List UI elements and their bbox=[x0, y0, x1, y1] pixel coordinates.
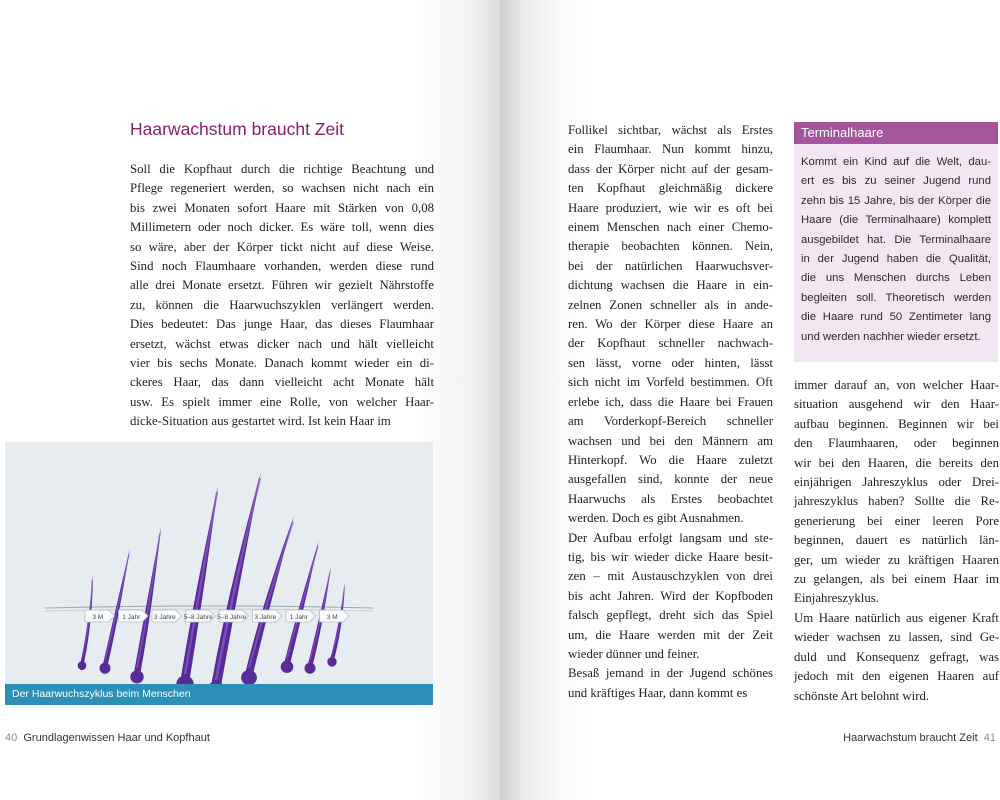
footer-left bbox=[5, 732, 210, 744]
page-number-right: 41 bbox=[983, 732, 996, 744]
text-line: ein Flaumhaar. Nun kommt hinzu, bbox=[568, 142, 773, 157]
text-line: einjährigen Jahreszyklus oder Drei- bbox=[794, 475, 999, 490]
text-line: therapie beobachten können. Nein, bbox=[568, 239, 773, 254]
text-line: ausgefallen sind, konnte der neue bbox=[568, 472, 773, 487]
terminalhaare-box bbox=[794, 122, 998, 362]
text-line: bei der natürlichen Haarwuchsver- bbox=[568, 258, 773, 273]
text-line: tig, bis wir wieder dicke Haare besit- bbox=[568, 549, 773, 564]
hair-bulb bbox=[78, 661, 87, 670]
text-line: Sind noch Flaumhaare vorhanden, werden diese rund bbox=[130, 259, 434, 274]
text-line: ger, um wieder zu kräftigen Haaren bbox=[794, 552, 999, 567]
text-line: bis zwei Monaten sofort Haare mit Stärken von 0,08 bbox=[130, 200, 434, 215]
sidebar-line: in der Jugend haben die Qualität, bbox=[801, 253, 991, 266]
text-line: ten Kopfhaut gleichmäßig dickere bbox=[568, 181, 773, 196]
sidebar-line: ert es bis zu seiner Jugend rund bbox=[801, 175, 991, 188]
text-line: Hinterkopf. Wo die Haare zuletzt bbox=[568, 452, 773, 467]
text-line: zu, können die Haarwuchszyklen verlängert werden. bbox=[130, 297, 434, 312]
sidebar-line: zehn bis 15 Jahre, bis der Körper die bbox=[801, 194, 991, 207]
text-line: dichtung wachsen die Haare in ein- bbox=[568, 278, 773, 293]
stage-label: 3 M bbox=[92, 614, 104, 621]
text-line: jahreszyklus haben? Sollte die Re- bbox=[794, 494, 999, 509]
running-title-right: Haarwachstum braucht Zeit bbox=[843, 732, 978, 744]
text-line: beginnen, dauert es natürlich län- bbox=[794, 533, 999, 548]
text-line: ckeres Haar, das dann vielleicht acht Monate hält bbox=[130, 375, 434, 390]
text-line: Haarwuchs als Erstes beobachtet bbox=[568, 491, 773, 506]
hair-bulb bbox=[100, 663, 111, 674]
figure-caption: Der Haarwuchszyklus beim Menschen bbox=[5, 684, 433, 705]
text-line: und kräftiges Haar, dann kommt es bbox=[568, 685, 748, 700]
text-line: dicke-Situation aus gestartet wird. Ist kein Haar im bbox=[130, 414, 391, 429]
text-line: erlebe ich, dass die Haare bei Frauen bbox=[568, 394, 773, 409]
text-line: ren. Wo der Körper diese Haare an bbox=[568, 317, 773, 332]
middle-column-text bbox=[568, 121, 773, 703]
text-line: schönste Art belohnt wird. bbox=[794, 688, 930, 703]
text-line: usw. Es spielt immer eine Rolle, von welcher Haar- bbox=[130, 394, 434, 409]
text-line: falsch gepflegt, dreht sich das Spiel bbox=[568, 608, 773, 623]
text-line: generierung bei einer leeren Pore bbox=[794, 513, 999, 528]
stage-label: 1 Jahr bbox=[289, 614, 308, 621]
text-line: bis acht Jahren. Wird der Kopfboden bbox=[568, 588, 773, 603]
page-number-left: 40 bbox=[5, 732, 18, 744]
sidebar-line: Kommt ein Kind auf die Welt, dau- bbox=[801, 156, 991, 168]
text-line: sen lässt, vorne oder hinten, lässt bbox=[568, 355, 773, 370]
text-line: dass der Körper nicht auf der gesam- bbox=[568, 161, 773, 176]
hair-bulb bbox=[327, 657, 336, 667]
sidebar-line: begleiten soll. Theoretisch werden bbox=[801, 291, 991, 304]
text-line: Soll die Kopfhaut durch die richtige Beachtung und bbox=[130, 162, 434, 176]
hair-bulb bbox=[130, 670, 143, 683]
hair-highlight bbox=[185, 492, 217, 674]
text-line: Haare produziert, wie wir es oft bei bbox=[568, 200, 773, 215]
sidebar-title: Terminalhaare bbox=[794, 122, 998, 144]
text-line: zen – mit Austauschzyklen von drei bbox=[568, 569, 773, 584]
stage-label: 5–8 Jahre bbox=[183, 614, 213, 621]
hair-bulb bbox=[176, 676, 193, 684]
sidebar-body bbox=[801, 153, 991, 347]
stage-label: 3 Jahre bbox=[254, 614, 277, 621]
text-line: Pflege regeneriert werden, so wachsen nicht nach ein bbox=[130, 181, 434, 196]
text-line: Besaß jemand in der Jugend schönes bbox=[568, 666, 773, 681]
text-line: einem Menschen nach einer Chemo- bbox=[568, 220, 773, 235]
text-line: Einjahreszyklus. bbox=[794, 591, 879, 606]
sidebar-line: die uns Menschen durchs Leben bbox=[801, 272, 991, 285]
text-line: der Kopfhaut schneller nachwach- bbox=[568, 336, 773, 351]
stage-label: 3 Jahre bbox=[153, 614, 176, 621]
text-line: zelnen Zonen schneller als in ande- bbox=[568, 297, 773, 312]
text-line: wachsen und bei den Männern am bbox=[568, 433, 773, 448]
hair-bulb bbox=[305, 663, 316, 674]
text-line: jedoch mit den eigenen Haaren auf bbox=[794, 669, 999, 684]
hair-bulb bbox=[281, 661, 294, 673]
text-line: Millimetern oder noch dicker. Es wäre toll, wenn dies bbox=[130, 220, 434, 235]
text-line: den Flaumhaaren, oder beginnen bbox=[794, 436, 999, 451]
text-line: wieder dünner und feiner. bbox=[568, 646, 700, 661]
stage-label: 5–8 Jahre bbox=[217, 614, 247, 621]
hair-bulb bbox=[241, 670, 257, 684]
text-line: duld und Konsequenz gefragt, was bbox=[794, 649, 999, 664]
sidebar-line: die Haare rund 50 Zentimeter lang bbox=[801, 311, 991, 324]
text-line: vier bis sechs Monate. Danach kommt wieder ein di- bbox=[130, 356, 434, 371]
text-line: Der Aufbau erfolgt langsam und ste- bbox=[568, 530, 773, 545]
text-line: am Vorderkopf-Bereich schneller bbox=[568, 414, 773, 429]
text-line: sich nicht im Vorfeld bestimmen. Oft bbox=[568, 375, 773, 390]
text-line: Um Haare natürlich aus eigener Kraft bbox=[794, 610, 999, 625]
sidebar-line: und werden nachher wieder ersetzt. bbox=[801, 330, 981, 343]
text-line: wir bei den Haaren, die bereits den bbox=[794, 455, 999, 470]
sidebar-line: ausgebildet hat. Die Terminalhaare bbox=[801, 233, 991, 246]
text-line: werden. Doch es gibt Ausnahmen. bbox=[568, 511, 744, 526]
text-line: um, die Haare werden mit der Zeit bbox=[568, 627, 773, 642]
stage-label: 3 M bbox=[326, 614, 338, 621]
hair-growth-figure bbox=[5, 442, 433, 705]
sidebar-line: Haare (die Terminalhaare) komplett bbox=[801, 214, 991, 227]
right-column-text bbox=[794, 376, 999, 706]
stage-label: 1 Jahr bbox=[122, 614, 141, 621]
running-title-left: Grundlagenwissen Haar und Kopfhaut bbox=[23, 732, 210, 744]
hair-highlight bbox=[287, 546, 318, 658]
text-line: situation ausgehend wir den Haar- bbox=[794, 397, 999, 412]
text-line: so wäre, aber der Körper tickt nicht auf diese Weise. bbox=[130, 239, 434, 254]
text-line: Dies bedeutet: Das junge Haar, das dieses Flaumhaar bbox=[130, 317, 434, 332]
text-line: immer darauf an, von welcher Haar- bbox=[794, 378, 999, 392]
footer-right bbox=[843, 732, 996, 744]
text-line: alle drei Monate ersetzt. Führen wir gezielt Nährstoffe bbox=[130, 278, 434, 293]
text-line: wieder wachsen zu lassen, sind Ge- bbox=[794, 630, 999, 645]
hair-cycle-illustration bbox=[5, 442, 433, 684]
text-line: Follikel sichtbar, wächst als Erstes bbox=[568, 123, 773, 137]
left-body-text bbox=[130, 160, 434, 432]
text-line: aufbau beginnen. Beginnen wir bei bbox=[794, 416, 999, 431]
page-heading: Haarwachstum braucht Zeit bbox=[130, 119, 344, 139]
text-line: zu gelangen, als bei einem Haar im bbox=[794, 572, 999, 587]
text-line: ersetzt, wächst etwas dicker nach und hält vielleicht bbox=[130, 336, 434, 351]
